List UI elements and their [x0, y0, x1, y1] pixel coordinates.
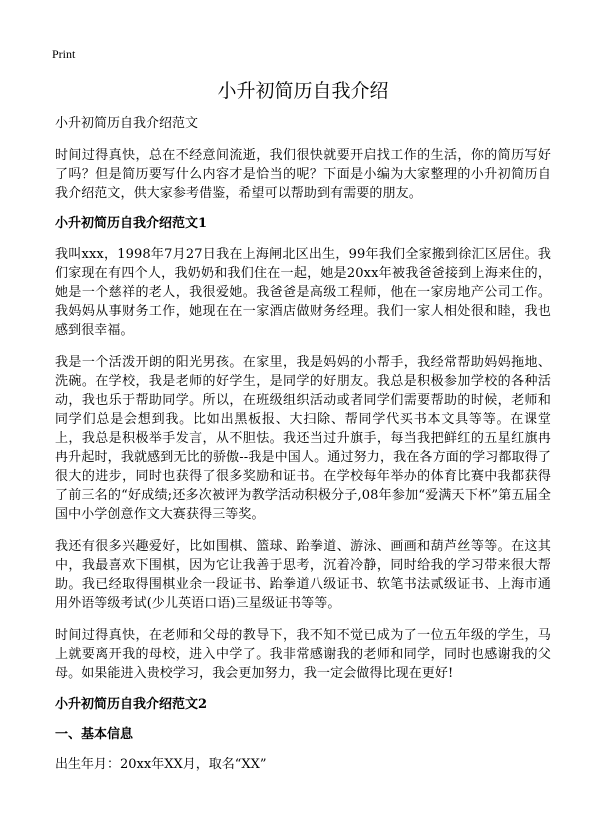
section-1-paragraph-2: 我是一个活泼开朗的阳光男孩。在家里，我是妈妈的小帮手，我经常帮助妈妈拖地、洗碗。在学校，我是老师的好学生，是同学的好朋友。我总是积极参加学校的各种活动，我也乐于帮助同学。所以，在班级组织活动或者同学们需要帮助的时候，老师和同学们总是会想到我。比如出黑板报、大扫除、帮同学代买书本文具等等。在课堂上，我总是积极举手发言，从不胆怯。我还当过升旗手，每当我把鲜红的五星红旗冉冉升起时，我就感到无比的骄傲--我是中国人。通过努力，我在各方面的学习都取得了很大的进步，同时也获得了很多奖励和证书。在学校每年举办的体育比赛中我都获得了前三名的“好成绩;还多次被评为教学活动积极分子,08年参加“爱满天下杯”第五届全国中小学创意作文大赛获得三等奖。	[55, 355, 551, 522]
document-title: 小升初简历自我介绍	[217, 80, 389, 102]
intro-paragraph: 时间过得真快，总在不经意间流逝，我们很快就要开启找工作的生活，你的简历写好了吗？但是简历要写什么内容才是恰当的呢？下面是小编为大家整理的小升初简历自我介绍范文，供大家参考借鉴，希望可以帮助到有需要的朋友。	[55, 148, 551, 201]
section-2-subheading: 一、基本信息	[55, 727, 134, 742]
section-1-paragraph-3: 我还有很多兴趣爱好，比如围棋、篮球、跆拳道、游泳、画画和葫芦丝等等。在这其中，我最喜欢下围棋，因为它让我善于思考，沉着冷静，同时给我的学习带来很大帮助。我已经取得围棋业余一段证书、跆拳道八级证书、软笔书法贰级证书、上海市通用外语等级考试(少儿英语口语)三星级证书等等。	[55, 539, 551, 611]
section-1-paragraph-4: 时间过得真快，在老师和父母的教导下，我不知不觉已成为了一位五年级的学生，马上就要离开我的母校，进入中学了。我非常感谢我的老师和同学，同时也感谢我的父母。如果能进入贵校学习，我会更加努力，我一定会做得比现在更好!	[55, 628, 551, 681]
section-2-heading: 小升初简历自我介绍范文2	[55, 697, 208, 712]
print-link[interactable]: Print	[52, 47, 76, 61]
section-2-birth-line: 出生年月：20xx年XX月，取名“XX”	[55, 757, 267, 772]
document-body	[55, 78, 551, 774]
document-subtitle: 小升初简历自我介绍范文	[55, 116, 199, 131]
section-1-paragraph-1: 我叫xxx，1998年7月27日我在上海闸北区出生，99年我们全家搬到徐汇区居住。我们家现在有四个人，我奶奶和我们住在一起，她是20xx年被我爸爸接到上海来住的，她是一个慈祥的老人，我很爱她。我爸爸是高级工程师，他在一家房地产公司工作。我妈妈从事财务工作，她现在在一家酒店做财务经理。我们一家人相处很和睦，我也感到很幸福。	[55, 247, 551, 338]
section-1-heading: 小升初简历自我介绍范文1	[55, 216, 208, 231]
